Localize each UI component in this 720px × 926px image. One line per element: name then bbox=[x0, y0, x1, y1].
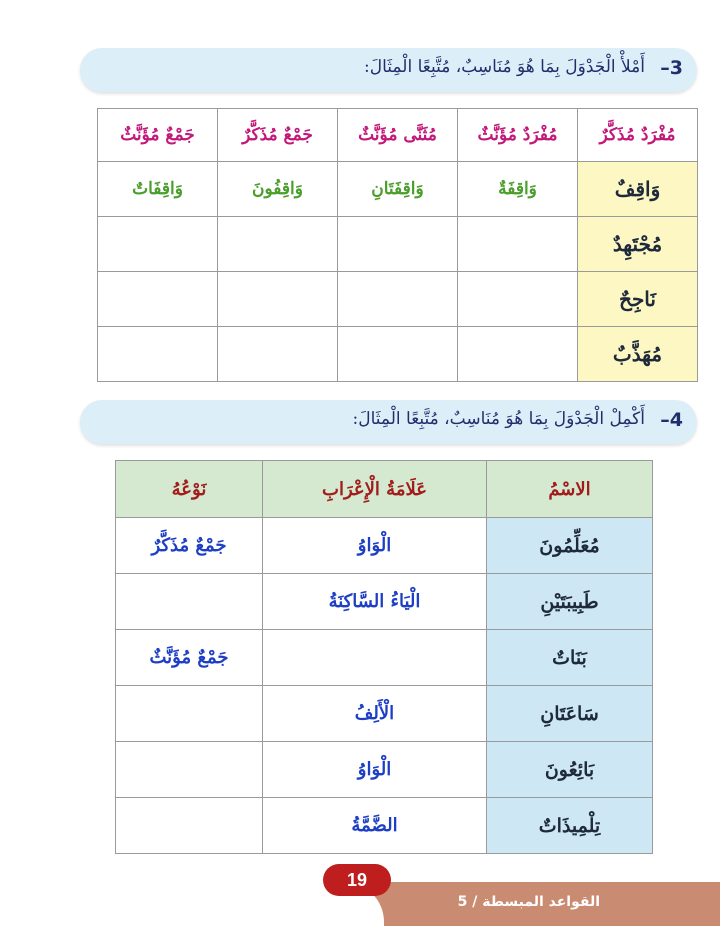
exercise-3-banner bbox=[80, 48, 697, 92]
exercise-4-banner bbox=[80, 400, 697, 444]
answer-cell: وَاقِفَتَانِ bbox=[338, 162, 458, 217]
exercise-4-table bbox=[115, 460, 653, 854]
table-row bbox=[116, 518, 653, 574]
type-cell[interactable] bbox=[116, 686, 263, 742]
noun-cell: بَائِعُونَ bbox=[487, 742, 653, 798]
blank-cell[interactable] bbox=[458, 327, 578, 382]
table-row bbox=[116, 630, 653, 686]
blank-cell[interactable] bbox=[458, 217, 578, 272]
exercise-3-number: 3– bbox=[660, 57, 683, 79]
sign-cell[interactable] bbox=[263, 630, 487, 686]
header-cell: نَوْعُهُ bbox=[116, 461, 263, 518]
header-cell: مُفْرَدٌ مُذَكَّرٌ bbox=[578, 109, 698, 162]
table-header-row bbox=[116, 461, 653, 518]
type-cell[interactable]: جَمْعٌ مُؤَنَّثٌ bbox=[116, 630, 263, 686]
blank-cell[interactable] bbox=[338, 272, 458, 327]
table-row bbox=[116, 742, 653, 798]
blank-cell[interactable] bbox=[98, 272, 218, 327]
sign-cell[interactable]: الضَّمَّةُ bbox=[263, 798, 487, 854]
blank-cell[interactable] bbox=[218, 327, 338, 382]
header-cell: مُثَنَّى مُؤَنَّثٌ bbox=[338, 109, 458, 162]
word-cell: مُجْتَهِدٌ bbox=[578, 217, 698, 272]
blank-cell[interactable] bbox=[98, 217, 218, 272]
header-cell: مُفْرَدٌ مُؤَنَّثٌ bbox=[458, 109, 578, 162]
type-cell[interactable] bbox=[116, 742, 263, 798]
blank-cell[interactable] bbox=[338, 327, 458, 382]
table-row bbox=[98, 217, 698, 272]
table-row bbox=[116, 686, 653, 742]
page-number-badge: 19 bbox=[323, 864, 391, 896]
word-cell: وَاقِفٌ bbox=[578, 162, 698, 217]
sign-cell[interactable]: الْوَاوُ bbox=[263, 742, 487, 798]
noun-cell: بَنَاتٌ bbox=[487, 630, 653, 686]
book-title: القواعد المبسطة / 5 bbox=[457, 894, 600, 910]
table-row bbox=[116, 574, 653, 630]
word-cell: نَاجِحٌ bbox=[578, 272, 698, 327]
exercise-4-number: 4– bbox=[660, 409, 683, 431]
blank-cell[interactable] bbox=[98, 327, 218, 382]
sign-cell[interactable]: الْوَاوُ bbox=[263, 518, 487, 574]
header-cell: عَلَامَةُ الْإِعْرَابِ bbox=[263, 461, 487, 518]
noun-cell: سَاعَتَانِ bbox=[487, 686, 653, 742]
word-cell: مُهَذَّبٌ bbox=[578, 327, 698, 382]
noun-cell: مُعَلِّمُونَ bbox=[487, 518, 653, 574]
exercise-3-table bbox=[97, 108, 698, 382]
table-row bbox=[98, 272, 698, 327]
exercise-4-instruction: أَكْمِلْ الْجَدْوَلَ بِمَا هُوَ مُنَاسِبٌ، مُتَّبِعًا الْمِثَالَ: bbox=[352, 409, 645, 429]
table-row bbox=[98, 327, 698, 382]
answer-cell: وَاقِفَةٌ bbox=[458, 162, 578, 217]
header-cell: جَمْعٌ مُؤَنَّثٌ bbox=[98, 109, 218, 162]
type-cell[interactable]: جَمْعٌ مُذَكَّرٌ bbox=[116, 518, 263, 574]
blank-cell[interactable] bbox=[218, 272, 338, 327]
header-cell: الاسْمُ bbox=[487, 461, 653, 518]
blank-cell[interactable] bbox=[338, 217, 458, 272]
table-row bbox=[116, 798, 653, 854]
table-header-row bbox=[98, 109, 698, 162]
type-cell[interactable] bbox=[116, 798, 263, 854]
table-row bbox=[98, 162, 698, 217]
noun-cell: تِلْمِيذَاتٌ bbox=[487, 798, 653, 854]
answer-cell: وَاقِفُونَ bbox=[218, 162, 338, 217]
header-cell: جَمْعٌ مُذَكَّرٌ bbox=[218, 109, 338, 162]
sign-cell[interactable]: الْيَاءُ السَّاكِنَةُ bbox=[263, 574, 487, 630]
noun-cell: طَبِيبَتَيْنِ bbox=[487, 574, 653, 630]
blank-cell[interactable] bbox=[458, 272, 578, 327]
blank-cell[interactable] bbox=[218, 217, 338, 272]
type-cell[interactable] bbox=[116, 574, 263, 630]
exercise-3-instruction: أَمْلأْ الْجَدْوَلَ بِمَا هُوَ مُنَاسِبٌ، مُتَّبِعًا الْمِثَالَ: bbox=[364, 57, 645, 77]
answer-cell: وَاقِفَاتٌ bbox=[98, 162, 218, 217]
sign-cell[interactable]: الْأَلِفُ bbox=[263, 686, 487, 742]
